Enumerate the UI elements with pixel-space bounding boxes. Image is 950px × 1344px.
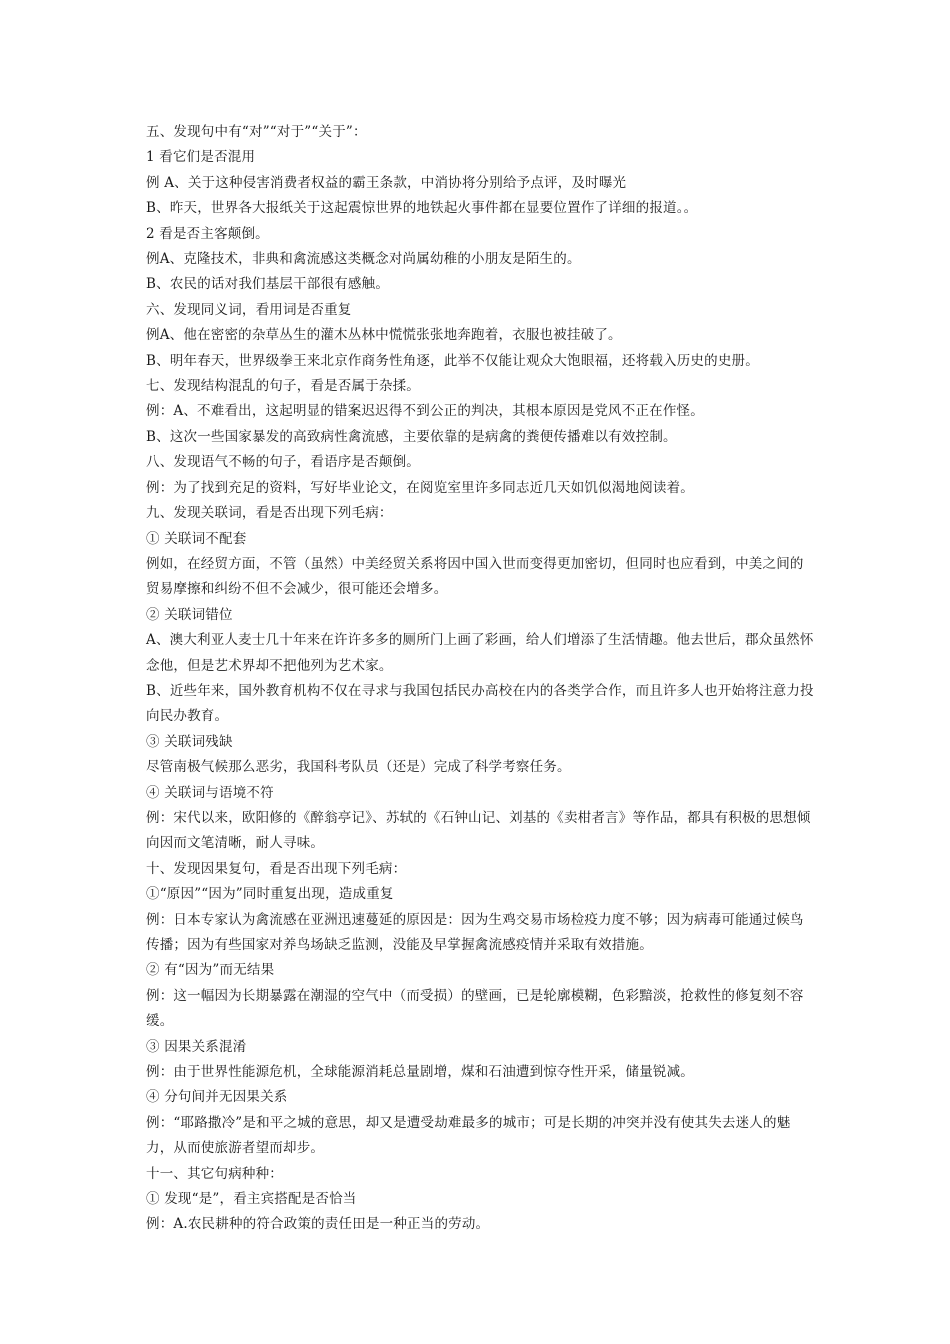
sub-point: ② 有“因为”而无结果 <box>146 962 275 979</box>
example-sentence: 例 A、关于这种侵害消费者权益的霸王条款，中消协将分别给予点评，及时曝光 <box>146 174 627 191</box>
section-heading: 六、发现同义词，看用词是否重复 <box>146 301 352 318</box>
example-sentence: 例A、他在密密的杂草丛生的灌木丛林中慌慌张张地奔跑着，衣服也被挂破了。 <box>146 327 622 344</box>
example-sentence: 例：宋代以来，欧阳修的《醉翁亭记》、苏轼的《石钟山记、刘基的《卖柑者言》等作品，都具有积极的思想倾向因而文笔清晰，耐人寻味。 <box>146 809 811 852</box>
example-sentence: 例：由于世界性能源危机，全球能源消耗总量剧增，煤和石油遭到惊夺性开采，储量锐减。 <box>146 1064 694 1081</box>
document-body <box>146 120 814 1238</box>
sub-point: ① 关联词不配套 <box>146 530 247 547</box>
sub-point: 2 看是否主客颠倒。 <box>146 225 269 242</box>
example-sentence: 例：A.农民耕种的符合政策的责任田是一种正当的劳动。 <box>146 1216 490 1233</box>
example-sentence: A、澳大利亚人麦士几十年来在许许多多的厕所门上画了彩画，给人们增添了生活情趣。他去世后，郡众虽然怀念他，但是艺术界却不把他列为艺术家。 <box>146 632 814 674</box>
sub-point: ④ 关联词与语境不符 <box>146 784 274 801</box>
sub-point: ③ 因果关系混淆 <box>146 1038 247 1055</box>
sub-point: ③ 关联词残缺 <box>146 733 233 750</box>
example-sentence: B、明年春天，世界级拳王来北京作商务性角逐，此举不仅能让观众大饱眼福，还将载入历史的史册。 <box>146 352 759 369</box>
section-heading: 十一、其它句病种种： <box>146 1165 283 1182</box>
example-sentence: 例：为了找到充足的资料，写好毕业论文，在阅览室里许多同志近几天如饥似渴地阅读着。 <box>146 479 694 496</box>
sub-point: ② 关联词错位 <box>146 606 233 623</box>
sub-point: ④ 分句间并无因果关系 <box>146 1089 288 1106</box>
section-heading: 八、发现语气不畅的句子，看语序是否颠倒。 <box>146 454 420 471</box>
sub-point: 1 看它们是否混用 <box>146 149 256 166</box>
example-sentence: 尽管南极气候那么恶劣，我国科考队员（还是）完成了科学考察任务。 <box>146 759 571 776</box>
section-heading: 十、发现因果复句，看是否出现下列毛病： <box>146 860 407 877</box>
example-sentence: 例：日本专家认为禽流感在亚洲迅速蔓延的原因是：因为生鸡交易市场检疫力度不够；因为病毒可能通过候鸟传播；因为有些国家对养鸟场缺乏监测，没能及早掌握禽流感疫情并采取有效措施。 <box>146 911 804 953</box>
section-heading: 七、发现结构混乱的句子，看是否属于杂揉。 <box>146 378 420 395</box>
section-heading: 五、发现句中有“对”“对于”“关于”： <box>146 124 367 140</box>
example-sentence: B、这次一些国家暴发的高致病性禽流感，主要依靠的是病禽的粪便传播难以有效控制。 <box>146 428 677 445</box>
example-sentence: 例：这一幅因为长期暴露在潮湿的空气中（而受损）的壁画，已是轮廓模糊，色彩黯淡，抢救性的修复刻不容缓。 <box>146 987 804 1030</box>
section-heading: 九、发现关联词，看是否出现下列毛病： <box>146 505 393 522</box>
sub-point: ① 发现“是”，看主宾搭配是否恰当 <box>146 1191 357 1208</box>
sub-point: ①“原因”“因为”同时重复出现，造成重复 <box>146 886 394 903</box>
example-sentence: B、昨天，世界各大报纸关于这起震惊世界的地铁起火事件都在显要位置作了详细的报道。。 <box>146 200 698 217</box>
example-sentence: 例如，在经贸方面，不管（虽然）中美经贸关系将因中国入世而变得更加密切，但同时也应看到，中美之间的贸易摩擦和纠纷不但不会减少，很可能还会增多。 <box>146 555 804 598</box>
example-sentence: 例：A、不难看出，这起明显的错案迟迟得不到公正的判决，其根本原因是党风不正在作怪。 <box>146 403 704 420</box>
example-sentence: 例A、克隆技术，非典和禽流感这类概念对尚属幼稚的小朋友是陌生的。 <box>146 251 581 268</box>
example-sentence: B、农民的话对我们基层干部很有感触。 <box>146 276 390 293</box>
example-sentence: B、近些年来，国外教育机构不仅在寻求与我国包括民办高校在内的各类学合作，而且许多人也开始将注意力投向民办教育。 <box>146 682 814 725</box>
example-sentence: 例：“耶路撒冷”是和平之城的意思，却又是遭受劫难最多的城市；可是长期的冲突并没有使其失去迷人的魅力，从而使旅游者望而却步。 <box>146 1114 791 1157</box>
